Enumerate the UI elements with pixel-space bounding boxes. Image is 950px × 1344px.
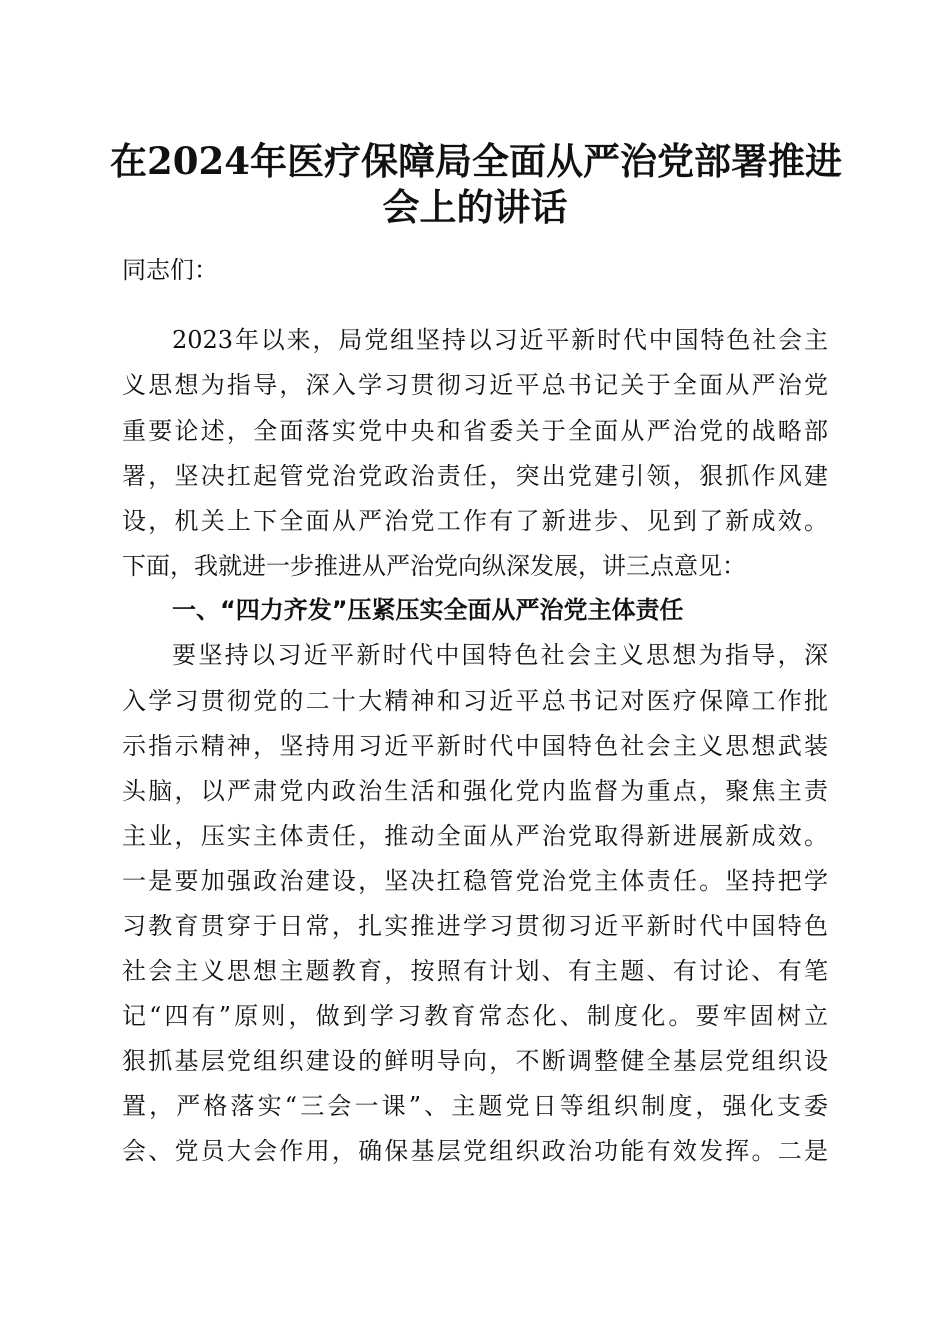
paragraph-line: 习教育贯穿于日常，扎实推进学习贯彻习近平新时代中国特色 [122, 912, 828, 940]
document-title-line-1: 在2024年医疗保障局全面从严治党部署推进 [110, 139, 842, 183]
paragraph-line: 头脑，以严肃党内政治生活和强化党内监督为重点，聚焦主责 [122, 777, 828, 805]
paragraph-line: 主业，压实主体责任，推动全面从严治党取得新进展新成效。 [122, 822, 828, 850]
paragraph-line: 重要论述，全面落实党中央和省委关于全面从严治党的战略部 [122, 417, 828, 445]
paragraph-line: 下面，我就进一步推进从严治党向纵深发展，讲三点意见： [122, 552, 746, 580]
paragraph-line: 要坚持以习近平新时代中国特色社会主义思想为指导，深 [172, 641, 828, 669]
paragraph-line: 设，机关上下全面从严治党工作有了新进步、见到了新成效。 [122, 507, 828, 535]
greeting: 同志们： [122, 256, 218, 284]
paragraph-line: 置，严格落实“三会一课”、主题党日等组织制度，强化支委 [122, 1092, 828, 1120]
document-title-line-2: 会上的讲话 [382, 185, 568, 229]
paragraph-line: 狠抓基层党组织建设的鲜明导向，不断调整健全基层党组织设 [122, 1047, 828, 1075]
paragraph-line: 入学习贯彻党的二十大精神和习近平总书记对医疗保障工作批 [122, 687, 828, 715]
paragraph-line: 记“四有”原则，做到学习教育常态化、制度化。要牢固树立 [122, 1002, 828, 1030]
paragraph-line: 示指示精神，坚持用习近平新时代中国特色社会主义思想武装 [122, 732, 828, 760]
paragraph-line: 一是要加强政治建设，坚决扛稳管党治党主体责任。坚持把学 [122, 867, 828, 895]
paragraph-line: 义思想为指导，深入学习贯彻习近平总书记关于全面从严治党 [122, 371, 828, 399]
paragraph-line: 2023年以来，局党组坚持以习近平新时代中国特色社会主 [172, 326, 828, 354]
paragraph-line: 署，坚决扛起管党治党政治责任，突出党建引领，狠抓作风建 [122, 462, 828, 490]
paragraph-line: 会、党员大会作用，确保基层党组织政治功能有效发挥。二是 [122, 1137, 828, 1165]
section-heading: 一、“四力齐发”压紧压实全面从严治党主体责任 [172, 596, 684, 624]
paragraph-line: 社会主义思想主题教育，按照有计划、有主题、有讨论、有笔 [122, 957, 828, 985]
